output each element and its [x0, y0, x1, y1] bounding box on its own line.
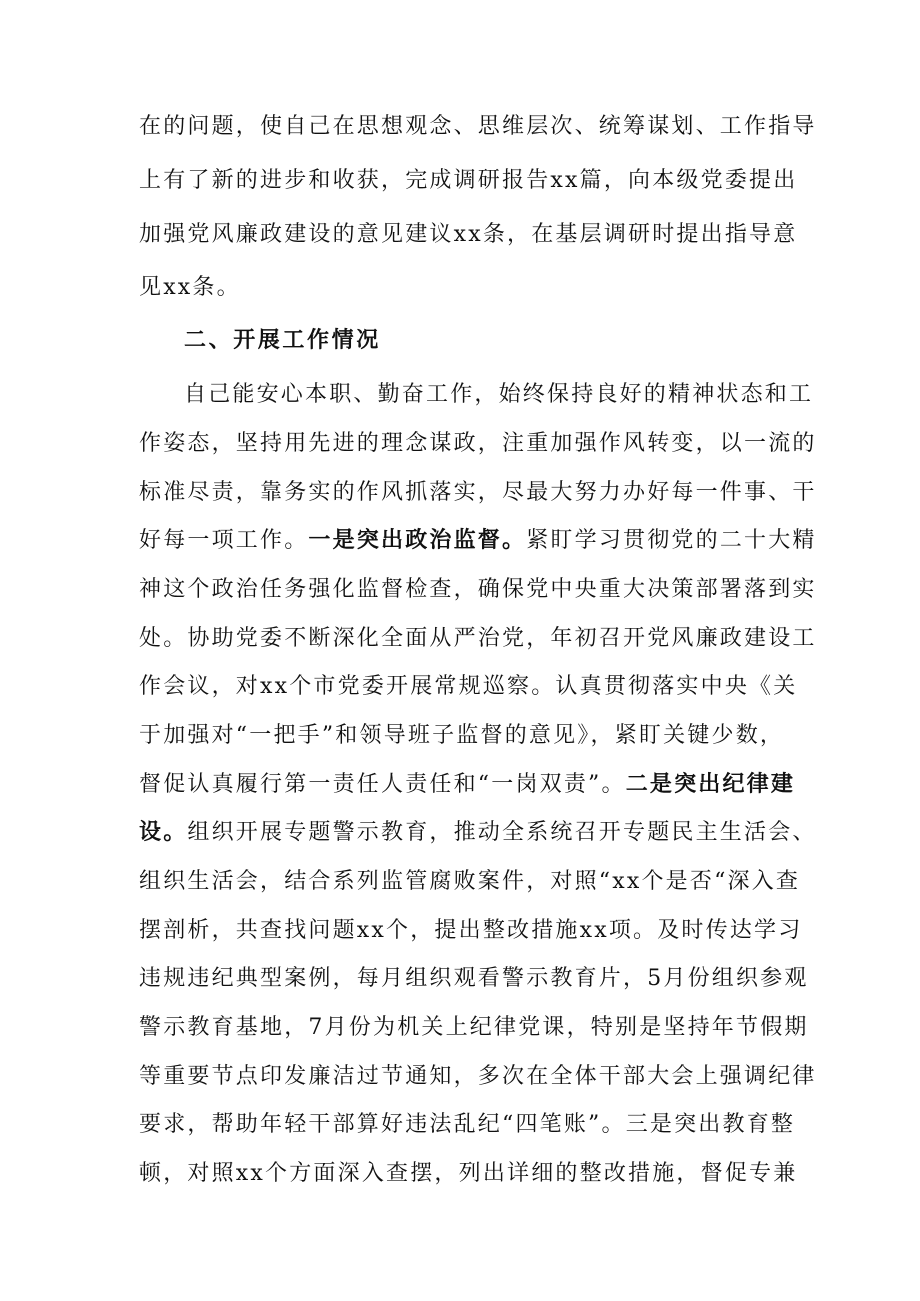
paragraph-2-line-15: 等重要节点印发廉洁过节通知，多次在全体干部大会上强调纪律	[139, 1064, 817, 1089]
paragraph-2-line-4	[139, 526, 817, 556]
paragraph-2-line-4-plain: 好每一项工作。	[139, 528, 309, 553]
paragraph-2-line-6: 处。协助党委不断深化全面从严治党，年初召开党风廉政建设工	[139, 626, 817, 651]
paragraph-2-line-8: 于加强对“一把手”和领导班子监督的意见》，紧盯关键少数，	[139, 723, 785, 748]
paragraph-1-line-2: 上有了新的进步和收获，完成调研报告xx篇，向本级党委提出	[139, 168, 798, 193]
section-heading: 二、开展工作情况	[184, 328, 381, 353]
paragraph-2-line-11: 组织生活会，结合系列监管腐败案件，对照“xx个是否“深入查	[139, 869, 801, 894]
paragraph-2-line-5: 神这个政治任务强化监督检查，确保党中央重大决策部署落到实	[139, 577, 817, 602]
political-supervision-heading: 一是突出政治监督。	[308, 528, 527, 553]
paragraph-2-line-16: 要求，帮助年轻干部算好违法乱纪“四笔账”。三是突出教育整	[139, 1112, 796, 1137]
paragraph-2-line-2: 作姿态，坚持用先进的理念谋政，注重加强作风转变，以一流的	[139, 431, 817, 456]
paragraph-1-line-4: 见xx条。	[139, 275, 241, 300]
paragraph-1-line-3: 加强党风廉政建设的意见建议xx条，在基层调研时提出指导意	[139, 222, 798, 247]
discipline-building-heading: 二是突出纪律建	[625, 772, 796, 797]
paragraph-2-line-17: 顿，对照xx个方面深入查摆，列出详细的整改措施，督促专兼	[139, 1161, 798, 1186]
paragraph-2-line-7: 作会议，对xx个市党委开展常规巡察。认真贯彻落实中央《关	[139, 674, 798, 699]
paragraph-2-line-9	[139, 770, 795, 800]
paragraph-2-line-12: 摆剖析，共查找问题xx个，提出整改措施xx项。及时传达学习	[139, 918, 803, 943]
paragraph-2-line-3: 标准尽责，靠务实的作风抓落实，尽最大努力办好每一件事、干	[139, 480, 817, 505]
paragraph-1-line-1: 在的问题，使自己在思想观念、思维层次、统筹谋划、工作指导	[139, 114, 817, 139]
paragraph-2-line-14: 警示教育基地，7月份为机关上纪律党课，特别是坚持年节假期	[139, 1015, 809, 1040]
paragraph-2-line-9-plain: 督促认真履行第一责任人责任和“一岗双责”。	[139, 772, 626, 797]
paragraph-2-line-10-rest: 组织开展专题警示教育，推动全系统召开专题民主生活会、	[187, 820, 817, 845]
paragraph-2-line-4-rest: 紧盯学习贯彻党的二十大精	[526, 528, 817, 553]
paragraph-2-line-10	[139, 818, 817, 848]
paragraph-2-line-13: 违规违纪典型案例，每月组织观看警示教育片，5月份组织参观	[139, 966, 809, 991]
paragraph-2-line-1: 自己能安心本职、勤奋工作，始终保持良好的精神状态和工	[184, 382, 814, 407]
discipline-building-heading-end: 设。	[139, 820, 188, 845]
